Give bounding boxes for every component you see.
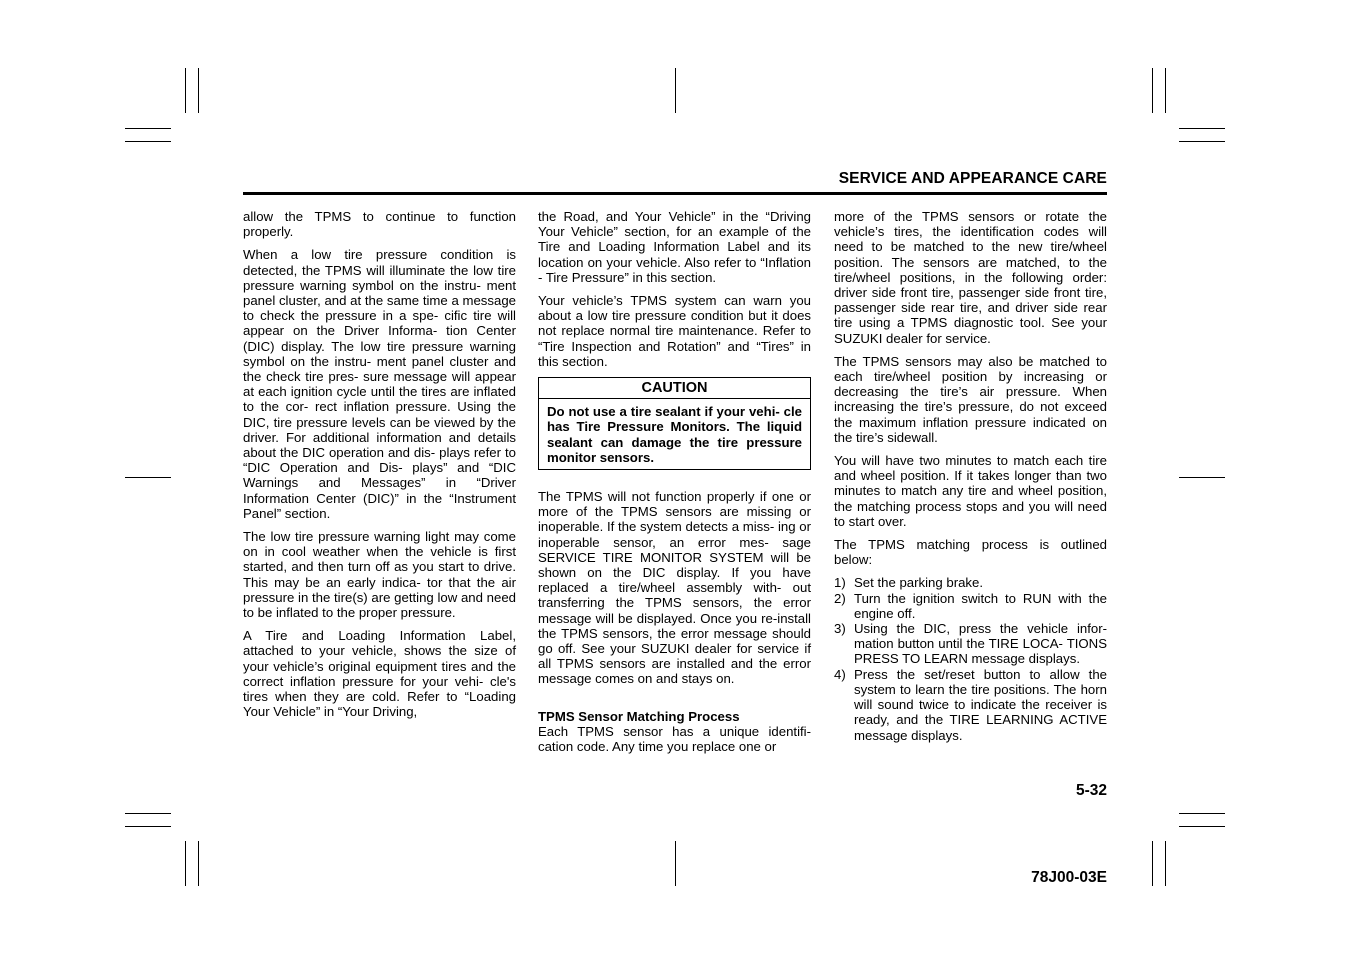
paragraph: You will have two minutes to match each tire and wheel position. If it takes longer than two minutes to match any tire and wheel position, the matching process stops and you will need to start over.: [834, 453, 1107, 529]
paragraph: The TPMS sensors may also be matched to each tire/wheel position by increasing or decreasing the tire’s air pressure. When increasing the tire’s pressure, do not exceed the maximum inflation pressure indicated on the tire’s sidewall.: [834, 353, 1107, 445]
caution-box: [538, 377, 811, 470]
crop-mark: [198, 841, 199, 886]
step-text: Using the DIC, press the vehicle infor- mation button until the TIRE LOCA- TIONS PRESS TO LEARN message displays.: [854, 621, 1107, 667]
list-item: [834, 591, 1107, 621]
crop-mark: [125, 813, 171, 814]
crop-mark: [185, 841, 186, 886]
step-number: 4): [834, 666, 846, 682]
crop-mark: [1152, 68, 1153, 113]
list-item: [834, 575, 1107, 590]
crop-mark: [1165, 841, 1166, 886]
paragraph: The TPMS will not function properly if one or more of the TPMS sensors are missing or inoperable. If the system detects a miss- ing or inoperable sensor, an error mes- sage SERVICE TIRE MONITOR SYSTEM will be shown on the DIC display. If you have replaced a tire/wheel assembly with- out transferring the TPMS sensors, the error message will be displayed. Once you re-install the TPMS sensors, the error message should go off. See your SUZUKI dealer for service if all TPMS sensors are installed and the error message comes on and stays on.: [538, 489, 811, 687]
crop-mark: [1179, 128, 1225, 129]
crop-mark: [675, 841, 676, 886]
crop-mark: [1179, 826, 1225, 827]
paragraph: allow the TPMS to continue to function properly.: [243, 209, 516, 240]
paragraph: Your vehicle’s TPMS system can warn you about a low tire pressure condition but it does not replace normal tire maintenance. Refer to “Tire Inspection and Rotation” and “Tires” in this section.: [538, 293, 811, 369]
paragraph: the Road, and Your Vehicle” in the “Driving Your Vehicle” section, for an example of the Tire and Loading Information Label and its location on your vehicle. Also refer to “Inflation - Tire Pressure” in this section.: [538, 209, 811, 285]
header-rule: [243, 192, 1107, 195]
crop-mark: [125, 128, 171, 129]
subheading: TPMS Sensor Matching Process: [538, 708, 740, 724]
list-item: [834, 667, 1107, 743]
paragraph: When a low tire pressure condition is detected, the TPMS will illuminate the low tire pressure warning symbol on the instru- ment panel cluster, and at the same time a message to check the pressure in a spe- cific tire will appear on the Driver Informa- tion Center (DIC) display. The low tire pressure warning symbol on the instru- ment panel cluster and the check tire pres- sure message will appear at each ignition cycle until the tires are inflated to the cor- rect inflation pressure. Using the DIC, tire pressure levels can be viewed by the driver. For additional information and details about the DIC operation and dis- plays refer to “DIC Operation and Dis- plays” and “DIC Warnings and Messages” in “Driver Information Center (DIC)” in the “Instrument Panel” section.: [243, 247, 516, 521]
crop-mark: [125, 477, 171, 478]
steps-list: [834, 575, 1107, 742]
paragraph: A Tire and Loading Information Label, attached to your vehicle, shows the size of your vehicle’s original equipment tires and the correct inflation pressure for your vehi- cle's tires when they are cold. Refer to “Loading Your Vehicle” in “Your Driving,: [243, 628, 516, 720]
paragraph: Each TPMS sensor has a unique identifi- cation code. Any time you replace one or: [538, 723, 811, 755]
crop-mark: [1179, 477, 1225, 478]
section-title: SERVICE AND APPEARANCE CARE: [838, 170, 1107, 187]
caution-title: CAUTION: [539, 378, 810, 399]
step-text: Turn the ignition switch to RUN with the engine off.: [854, 590, 1107, 621]
step-number: 1): [834, 575, 846, 591]
paragraph: The low tire pressure warning light may come on in cool weather when the vehicle is first started, and then turn off as you start to drive. This may be an early indica- tor that the air pressure in the tire(s) are getting low and need to be inflated to the proper pressure.: [243, 529, 516, 621]
list-item: [834, 621, 1107, 667]
crop-mark: [185, 68, 186, 113]
caution-body: Do not use a tire sealant if your vehi- cle has Tire Pressure Monitors. The liquid sealant can damage the tire pressure monitor sensors.: [547, 404, 802, 465]
column-right: [834, 209, 1107, 743]
column-middle: [538, 209, 811, 762]
crop-mark: [125, 826, 171, 827]
document-code: 78J00-03E: [1031, 869, 1107, 886]
paragraph: The TPMS matching process is outlined below:: [834, 537, 1107, 568]
step-number: 2): [834, 590, 846, 606]
crop-mark: [1165, 68, 1166, 113]
crop-mark: [125, 141, 171, 142]
crop-mark: [1179, 813, 1225, 814]
crop-mark: [198, 68, 199, 113]
column-left: [243, 209, 516, 728]
step-number: 3): [834, 621, 846, 637]
crop-mark: [1179, 141, 1225, 142]
paragraph: more of the TPMS sensors or rotate the vehicle’s tires, the identification codes will need to be matched to the new tire/wheel position. The sensors are matched, to the tire/wheel positions, in the following order: driver side front tire, passenger side front tire, passenger side rear tire, and driver side rear tire using a TPMS diagnostic tool. See your SUZUKI dealer for service.: [834, 209, 1107, 346]
crop-mark: [675, 68, 676, 113]
page-number: 5-32: [1075, 782, 1107, 799]
step-text: Press the set/reset button to allow the system to learn the tire positions. The horn will sound twice to indicate the receiver is ready, and the TIRE LEARNING ACTIVE message displays.: [854, 666, 1107, 743]
crop-mark: [1152, 841, 1153, 886]
step-text: Set the parking brake.: [854, 575, 984, 591]
